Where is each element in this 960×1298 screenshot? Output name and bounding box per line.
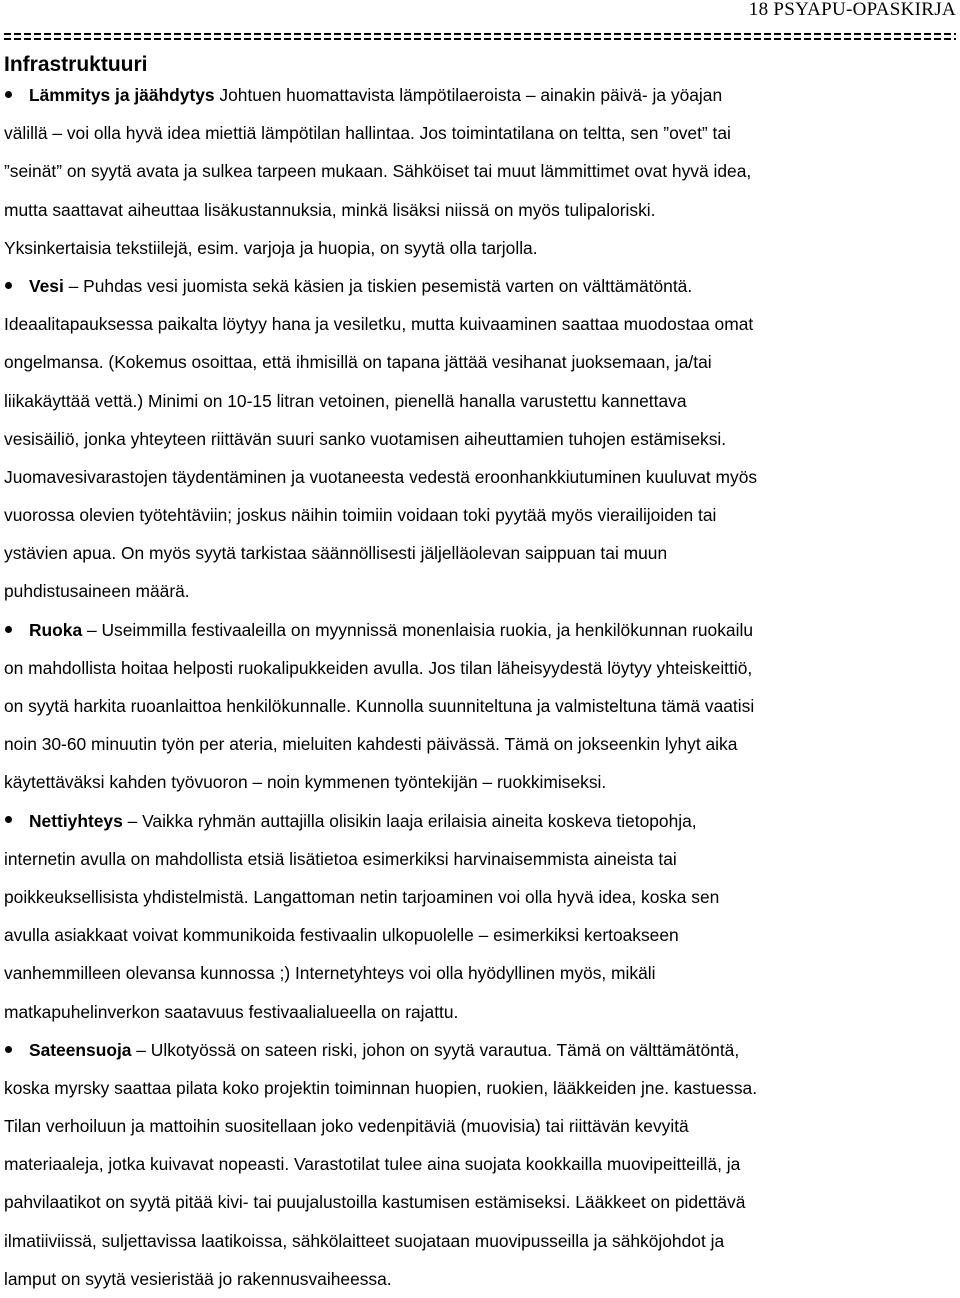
- paragraph-line: lamput on syytä vesieristää jo rakennusvaiheessa.: [4, 1268, 392, 1289]
- list-item-term: Lämmitys ja jäähdytys: [29, 85, 215, 105]
- paragraph-line: noin 30-60 minuutin työn per ateria, mieluiten kahdesti päivässä. Tämä on jokseenkin lyhyt aika: [4, 734, 738, 755]
- paragraph-line: ongelmansa. (Kokemus osoittaa, että ihmisillä on tapana jättää vesihanat juoksemaan, ja/tai: [4, 352, 712, 373]
- list-item-ruoka: [4, 611, 956, 802]
- paragraph-line: Juomavesivarastojen täydentäminen ja vuotaneesta vedestä eroonhankkiutuminen kuuluvat myös: [4, 466, 758, 487]
- list-item-term: Vesi: [29, 275, 64, 296]
- list-item-term: Nettiyhteys: [29, 810, 123, 831]
- list-item-lammitys: [4, 76, 956, 267]
- list-item-first-line: [4, 1031, 956, 1069]
- bullet-icon: [5, 282, 12, 289]
- paragraph-line: vesisäiliö, jonka yhteyteen riittävän suuri sanko vuotamisen aiheuttamien tuhojen estämiseksi.: [4, 428, 727, 449]
- paragraph-line: Tilan verhoiluun ja mattoihin suositellaan joko vedenpitäviä (muovisia) tai riittävän kevyitä: [4, 1116, 689, 1137]
- header-double-rule: [4, 33, 956, 43]
- document-body: [4, 76, 956, 1298]
- paragraph-line: on mahdollista hoitaa helposti ruokalipukkeiden avulla. Jos tilan läheisyydestä löytyy yhteiskeittiö,: [4, 657, 753, 678]
- paragraph-line: avulla asiakkaat voivat kommunikoida festivaalin ulkopuolelle – esimerkiksi kertoakseen: [4, 925, 679, 946]
- paragraph-line: vanhemmilleen olevansa kunnossa ;) Internetyhteys voi olla hyödyllinen myös, mikäli: [4, 963, 656, 984]
- list-item-term: Ruoka: [29, 619, 83, 640]
- list-item-first-line: [4, 611, 956, 649]
- list-item-sateensuoja: [4, 1031, 956, 1298]
- bullet-icon: [5, 91, 12, 98]
- paragraph-line: pahvilaatikot on syytä pitää kivi- tai puujalustoilla kastumisen estämiseksi. Lääkkeet on pidettävä: [4, 1192, 746, 1213]
- list-item-text: Johtuen huomattavista lämpötilaeroista – ainakin päivä- ja yöajan: [214, 85, 723, 105]
- list-item-vesi: [4, 267, 956, 611]
- list-item-nettiyhteys: [4, 802, 956, 1031]
- page-header-title: 18 PSYAPU-OPASKIRJA: [748, 0, 956, 20]
- list-item-first-line: [4, 267, 956, 305]
- paragraph-line: välillä – voi olla hyvä idea miettiä lämpötilan hallintaa. Jos toimintatilana on teltta, sen ”ovet” tai: [4, 123, 731, 144]
- paragraph-line: käytettäväksi kahden työvuoron – noin kymmenen työntekijän – ruokkimiseksi.: [4, 772, 607, 793]
- list-item-text: – Useimmilla festivaaleilla on myynnissä monenlaisia ruokia, ja henkilökunnan ruokailu: [82, 619, 753, 640]
- paragraph-line: internetin avulla on mahdollista etsiä lisätietoa esimerkiksi harvinaisemmista aineista tai: [4, 848, 677, 869]
- list-item-first-line: [4, 802, 956, 840]
- paragraph-line: ”seinät” on syytä avata ja sulkea tarpeen mukaan. Sähköiset tai muut lämmittimet ovat hyvä idea,: [4, 161, 752, 182]
- paragraph-line: puhdistusaineen määrä.: [4, 581, 190, 602]
- list-item-text: – Vaikka ryhmän auttajilla olisikin laaja erilaisia aineita koskeva tietopohja,: [122, 810, 697, 831]
- paragraph-line: Yksinkertaisia tekstiilejä, esim. varjoja ja huopia, on syytä olla tarjolla.: [4, 237, 538, 258]
- paragraph-line: ystävien apua. On myös syytä tarkistaa säännöllisesti jäljelläolevan saippuan tai muun: [4, 543, 668, 564]
- paragraph-line: on syytä harkita ruoanlaittoa henkilökunnalle. Kunnolla suunniteltuna ja valmisteltuna tämä vaatisi: [4, 696, 755, 716]
- paragraph-line: liikakäyttää vettä.) Minimi on 10-15 litran vetoinen, pienellä hanalla varustettu kannettava: [4, 390, 687, 411]
- paragraph-line: ilmatiiviissä, suljettavissa laatikoissa, sähkölaitteet suojataan muovipusseilla ja sähköjohdot ja: [4, 1230, 725, 1251]
- bullet-icon: [5, 626, 12, 633]
- section-title: Infrastruktuuri: [4, 53, 148, 76]
- list-item-first-line: [4, 76, 956, 114]
- bullet-icon: [5, 816, 12, 823]
- paragraph-line: matkapuhelinverkon saatavuus festivaalialueella on rajattu.: [4, 1001, 459, 1022]
- paragraph-line: poikkeuksellisista yhdistelmistä. Langattoman netin tarjoaminen voi olla hyvä idea, koska sen: [4, 886, 720, 907]
- list-item-text: – Ulkotyössä on sateen riski, johon on syytä varautua. Tämä on välttämätöntä,: [131, 1039, 740, 1060]
- paragraph-line: vuorossa olevien työtehtäviin; joskus näihin toimiin voidaan toki pyytää myös vierailijoiden tai: [4, 505, 717, 526]
- list-item-text: – Puhdas vesi juomista sekä käsien ja tiskien pesemistä varten on välttämätöntä.: [63, 275, 693, 296]
- paragraph-line: koska myrsky saattaa pilata koko projektin toiminnan huopien, ruokien, lääkkeiden jne. kastuessa.: [4, 1077, 758, 1098]
- paragraph-line: materiaaleja, jotka kuivavat nopeasti. Varastotilat tulee aina suojata kookkailla muovipeitteillä, ja: [4, 1154, 741, 1175]
- paragraph-line: mutta saattavat aiheuttaa lisäkustannuksia, minkä lisäksi niissä on myös tulipaloriski.: [4, 199, 656, 220]
- list-item-term: Sateensuoja: [29, 1039, 132, 1060]
- paragraph-line: Ideaalitapauksessa paikalta löytyy hana ja vesiletku, mutta kuivaaminen saattaa muodostaa omat: [4, 314, 754, 335]
- bullet-icon: [5, 1046, 12, 1053]
